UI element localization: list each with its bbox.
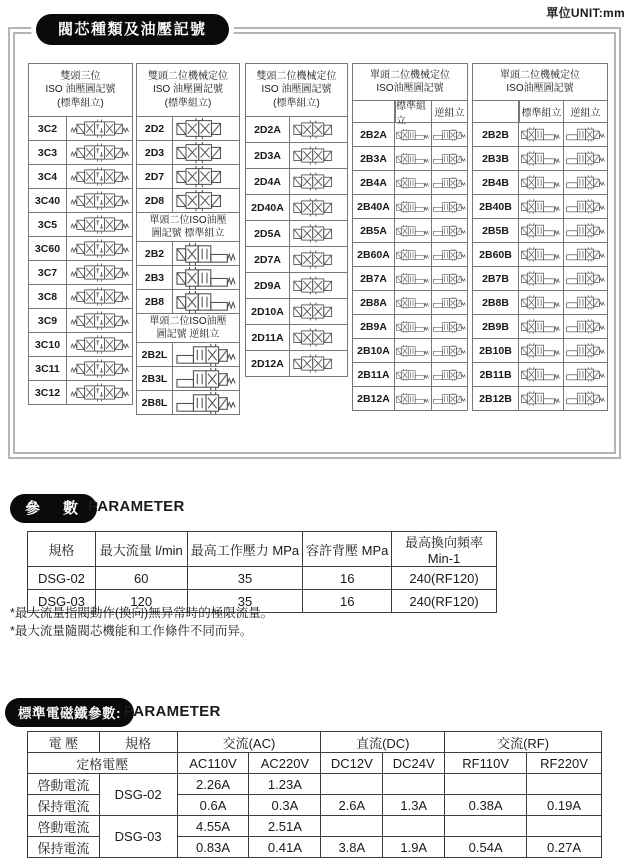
current-label: 保持電流 [28, 795, 100, 816]
valve-row [353, 266, 467, 290]
valve-row [29, 356, 132, 380]
valve-symbol-icon [563, 243, 608, 266]
voltage-cell: DC24V [383, 753, 445, 774]
valve-row [473, 218, 607, 242]
valve-row [29, 236, 132, 260]
params-badge: 參 數 [10, 494, 97, 523]
param-header-cell: 最高工作壓力 MPa [187, 532, 303, 567]
valve-row [137, 164, 239, 188]
valve-symbol-icon [67, 189, 132, 212]
valve-symbol-icon [67, 381, 132, 404]
valve-code: 2B5A [353, 219, 395, 242]
valve-code: 2B12A [353, 387, 395, 410]
valve-row [246, 142, 347, 168]
voltage-header: 電 壓 [28, 732, 100, 753]
valve-symbol-icon [395, 291, 431, 314]
valve-row [473, 314, 607, 338]
valve-symbol-icon [290, 143, 347, 168]
valve-code: 2D12A [246, 351, 290, 376]
current-cell: 1.3A [383, 795, 445, 816]
valve-code: 3C12 [29, 381, 67, 404]
param-header-cell: 容許背壓 MPa [303, 532, 392, 567]
valve-row [29, 260, 132, 284]
current-cell: 0.38A [445, 795, 527, 816]
valve-table-header: 單頭二位機械定位 ISO油壓圖記號 [500, 69, 580, 94]
valve-symbol-icon [563, 315, 608, 338]
valve-row [29, 116, 132, 140]
valve-code: 3C9 [29, 309, 67, 332]
valve-code: 2B2L [137, 343, 173, 366]
valve-row [137, 241, 239, 265]
valve-symbol-icon [395, 123, 431, 146]
current-cell: 0.19A [527, 795, 602, 816]
valve-symbol-icon [519, 219, 563, 242]
valve-section-box [8, 27, 621, 459]
voltage-cell: AC220V [249, 753, 321, 774]
valve-code: 2B8B [473, 291, 519, 314]
valve-subcolumn-header [353, 100, 467, 127]
valve-symbol-icon [431, 315, 468, 338]
valve-code: 2B2A [353, 123, 395, 146]
valve-code: 2B3 [137, 266, 173, 289]
double-head-2pos-table [136, 63, 240, 415]
valve-code: 2B8A [353, 291, 395, 314]
valve-code: 2D7 [137, 165, 173, 188]
valve-code: 3C4 [29, 165, 67, 188]
valve-code: 2D5A [246, 221, 290, 246]
valve-row [473, 386, 607, 410]
valve-symbol-icon [395, 147, 431, 170]
valve-row [473, 266, 607, 290]
valve-symbol-icon [67, 309, 132, 332]
valve-row [246, 350, 347, 376]
valve-symbol-icon [290, 221, 347, 246]
valve-symbol-icon [395, 195, 431, 218]
valve-code: 2B9A [353, 315, 395, 338]
valve-code: 2B10A [353, 339, 395, 362]
valve-code: 3C60 [29, 237, 67, 260]
valve-row [473, 338, 607, 362]
valve-symbol-icon [290, 351, 347, 376]
valve-row [353, 242, 467, 266]
valve-code: 3C2 [29, 117, 67, 140]
valve-symbol-icon [290, 325, 347, 350]
valve-symbol-icon [290, 169, 347, 194]
valve-symbol-icon [290, 247, 347, 272]
param-cell: DSG-02 [28, 567, 96, 590]
valve-code: 3C8 [29, 285, 67, 308]
valve-symbol-icon [395, 171, 431, 194]
valve-symbol-icon [563, 267, 608, 290]
valve-code: 2B10B [473, 339, 519, 362]
valve-subcolumn-header [473, 100, 607, 122]
valve-symbol-icon [67, 117, 132, 140]
valve-row [137, 366, 239, 390]
single-head-2pos-a-table [352, 63, 468, 411]
valve-symbol-icon [67, 141, 132, 164]
valve-symbol-icon [431, 219, 468, 242]
valve-symbol-icon [395, 219, 431, 242]
valve-row [29, 380, 132, 404]
valve-symbol-icon [563, 339, 608, 362]
rated-voltage-label: 定格電壓 [28, 753, 178, 774]
current-label: 保持電流 [28, 837, 100, 858]
valve-row [29, 212, 132, 236]
valve-code: 2B9B [473, 315, 519, 338]
valve-row [473, 362, 607, 386]
current-cell [445, 774, 527, 795]
valve-row [353, 338, 467, 362]
valve-symbol-icon [519, 147, 563, 170]
current-type-header: 交流(RF) [445, 732, 602, 753]
param-header-cell: 最大流量 l/min [95, 532, 187, 567]
valve-row [137, 342, 239, 366]
valve-code: 2B3L [137, 367, 173, 390]
valve-table-header: 單頭二位機械定位 ISO油壓圖記號 [370, 69, 450, 94]
valve-symbol-icon [519, 123, 563, 146]
valve-symbol-icon [173, 290, 239, 313]
valve-symbol-icon [67, 237, 132, 260]
valve-symbol-icon [173, 165, 239, 188]
valve-row [246, 220, 347, 246]
valve-table-subheader: 單頭二位ISO油壓 圖記號 逆組立 [137, 313, 239, 342]
solenoid-title: PARAMETER [124, 703, 221, 720]
valve-row [246, 168, 347, 194]
valve-symbol-icon [290, 117, 347, 142]
footnote-line: *最大流量指閥動作(換向)無异常時的極限流量。 [10, 606, 274, 620]
valve-row [246, 298, 347, 324]
valve-row [473, 194, 607, 218]
valve-row [473, 122, 607, 146]
spec-cell: DSG-02 [99, 774, 177, 816]
valve-code: 2B8 [137, 290, 173, 313]
current-cell: 0.3A [249, 795, 321, 816]
parameter-table [27, 531, 497, 613]
valve-symbol-icon [431, 267, 468, 290]
valve-row [137, 116, 239, 140]
valve-symbol-icon [67, 333, 132, 356]
current-cell: 0.27A [527, 837, 602, 858]
param-header-row [28, 532, 497, 567]
valve-code: 2D7A [246, 247, 290, 272]
current-cell: 3.8A [321, 837, 383, 858]
valve-code: 2D3 [137, 141, 173, 164]
valve-row [353, 170, 467, 194]
current-label: 啓動電流 [28, 816, 100, 837]
valve-symbol-icon [395, 363, 431, 386]
valve-symbol-icon [173, 367, 239, 390]
valve-symbol-icon [173, 189, 239, 212]
valve-symbol-icon [173, 242, 239, 265]
valve-row [137, 188, 239, 212]
valve-code: 2B40A [353, 195, 395, 218]
valve-row [246, 324, 347, 350]
valve-row [473, 290, 607, 314]
valve-symbol-icon [519, 171, 563, 194]
valve-symbol-icon [431, 291, 468, 314]
current-label: 啓動電流 [28, 774, 100, 795]
valve-code: 2D3A [246, 143, 290, 168]
valve-code: 2D9A [246, 273, 290, 298]
valve-row [473, 146, 607, 170]
current-cell [383, 816, 445, 837]
valve-symbol-icon [431, 147, 468, 170]
param-row [28, 567, 497, 590]
valve-code: 2B2 [137, 242, 173, 265]
valve-symbol-icon [395, 267, 431, 290]
param-cell: 16 [303, 590, 392, 613]
current-type-header: 直流(DC) [321, 732, 445, 753]
valve-row [137, 140, 239, 164]
param-cell: 120 [95, 590, 187, 613]
valve-code: 2B4B [473, 171, 519, 194]
valve-code: 2B60B [473, 243, 519, 266]
valve-symbol-icon [173, 117, 239, 140]
rated-voltage-row [28, 753, 602, 774]
param-cell: 60 [95, 567, 187, 590]
valve-row [137, 390, 239, 414]
current-cell [321, 774, 383, 795]
voltage-cell: DC12V [321, 753, 383, 774]
subcolumn-label: 逆組立 [563, 101, 607, 122]
current-cell: 2.6A [321, 795, 383, 816]
valve-code: 2B3A [353, 147, 395, 170]
valve-symbol-icon [173, 391, 239, 414]
valve-symbol-icon [519, 387, 563, 410]
subcolumn-label: 逆組立 [431, 101, 467, 122]
valve-symbol-icon [563, 291, 608, 314]
solenoid-badge: 標準電磁鐵參數: [5, 698, 134, 727]
valve-table-header: 雙頭二位機械定位 ISO 油壓圖記號 (標準組立) [256, 71, 337, 109]
valve-symbol-icon [519, 243, 563, 266]
valve-code: 2B40B [473, 195, 519, 218]
valve-code: 2B11A [353, 363, 395, 386]
valve-row [29, 188, 132, 212]
valve-symbol-icon [431, 243, 468, 266]
valve-symbol-icon [519, 267, 563, 290]
valve-symbol-icon [519, 339, 563, 362]
valve-symbol-icon [563, 387, 608, 410]
spec-cell: DSG-03 [99, 816, 177, 858]
valve-symbol-icon [395, 339, 431, 362]
valve-code: 3C3 [29, 141, 67, 164]
valve-code: 2D2A [246, 117, 290, 142]
valve-symbol-icon [563, 195, 608, 218]
valve-code: 2D4A [246, 169, 290, 194]
valve-row [29, 140, 132, 164]
valve-row [246, 116, 347, 142]
valve-code: 2B4A [353, 171, 395, 194]
valve-code: 2B5B [473, 219, 519, 242]
valve-code: 2B8L [137, 391, 173, 414]
valve-code: 3C5 [29, 213, 67, 236]
valve-symbol-icon [67, 285, 132, 308]
valve-row [353, 290, 467, 314]
param-header-cell: 規格 [28, 532, 96, 567]
valve-row [353, 218, 467, 242]
valve-row [29, 308, 132, 332]
param-cell: 240(RF120) [392, 567, 497, 590]
valve-symbol-icon [290, 195, 347, 220]
voltage-cell: RF110V [445, 753, 527, 774]
unit-label: 單位UNIT:mm [546, 6, 625, 20]
solenoid-row [28, 774, 602, 795]
current-cell [383, 774, 445, 795]
valve-code: 2D8 [137, 189, 173, 212]
valve-symbol-icon [519, 315, 563, 338]
valve-symbol-icon [431, 339, 468, 362]
valve-code: 3C10 [29, 333, 67, 356]
solenoid-table [27, 731, 602, 858]
valve-code: 3C7 [29, 261, 67, 284]
valve-code: 2B7B [473, 267, 519, 290]
current-cell: 0.83A [177, 837, 249, 858]
current-cell [527, 774, 602, 795]
param-cell: 35 [187, 567, 303, 590]
valve-symbol-icon [173, 141, 239, 164]
single-head-2pos-b-table [472, 63, 608, 411]
valve-symbol-icon [67, 357, 132, 380]
valve-row [353, 194, 467, 218]
valve-row [29, 284, 132, 308]
current-cell [321, 816, 383, 837]
valve-symbol-icon [290, 299, 347, 324]
valve-code: 2B2B [473, 123, 519, 146]
valve-code: 2D11A [246, 325, 290, 350]
double-head-3pos-table [28, 63, 133, 405]
valve-symbol-icon [519, 195, 563, 218]
valve-table-header: 雙頭三位 ISO 油壓圖記號 (標準組立) [45, 71, 116, 109]
valve-table-subheader: 單頭二位ISO油壓 圖記號 標準組立 [137, 212, 239, 241]
param-cell: 16 [303, 567, 392, 590]
current-cell [445, 816, 527, 837]
valve-code: 2D40A [246, 195, 290, 220]
valve-code: 2B7A [353, 267, 395, 290]
param-cell: 35 [187, 590, 303, 613]
param-cell: 240(RF120) [392, 590, 497, 613]
valve-symbol-icon [563, 219, 608, 242]
valve-code: 2B3B [473, 147, 519, 170]
valve-symbol-icon [563, 171, 608, 194]
valve-row [353, 122, 467, 146]
valve-code: 2B12B [473, 387, 519, 410]
valve-row [473, 242, 607, 266]
valve-row [137, 265, 239, 289]
valve-symbol-icon [395, 315, 431, 338]
subcolumn-label: 標準組立 [519, 101, 563, 122]
valve-row [246, 272, 347, 298]
valve-row [473, 170, 607, 194]
current-type-header: 交流(AC) [177, 732, 321, 753]
subcolumn-label: 標準組立 [395, 101, 431, 122]
params-title: PARAMETER [88, 498, 185, 515]
param-cell: DSG-03 [28, 590, 96, 613]
valve-symbol-icon [519, 363, 563, 386]
valve-symbol-icon [431, 123, 468, 146]
current-cell: 0.41A [249, 837, 321, 858]
valve-symbol-icon [67, 261, 132, 284]
current-cell: 4.55A [177, 816, 249, 837]
valve-table-header: 雙頭二位機械定位 ISO 油壓圖記號 (標準組立) [148, 71, 228, 109]
valve-symbol-icon [519, 291, 563, 314]
valve-symbol-icon [67, 213, 132, 236]
valve-symbol-icon [431, 195, 468, 218]
solenoid-row [28, 816, 602, 837]
current-cell [527, 816, 602, 837]
valve-symbol-icon [563, 123, 608, 146]
valve-symbol-icon [173, 266, 239, 289]
voltage-cell: AC110V [177, 753, 249, 774]
valve-code: 3C11 [29, 357, 67, 380]
footnotes [10, 604, 273, 640]
valve-code: 2B60A [353, 243, 395, 266]
valve-code: 2D10A [246, 299, 290, 324]
spec-header: 規格 [99, 732, 177, 753]
valve-row [353, 314, 467, 338]
valve-symbol-icon [563, 147, 608, 170]
valve-section-badge: 閥芯種類及油壓記號 [36, 14, 229, 45]
valve-code: 3C40 [29, 189, 67, 212]
voltage-cell: RF220V [527, 753, 602, 774]
valve-symbol-icon [395, 387, 431, 410]
valve-row [353, 362, 467, 386]
valve-row [137, 289, 239, 313]
current-cell: 0.6A [177, 795, 249, 816]
valve-symbol-icon [67, 165, 132, 188]
current-cell: 1.9A [383, 837, 445, 858]
valve-symbol-icon [431, 363, 468, 386]
valve-symbol-icon [290, 273, 347, 298]
param-header-cell: 最高換向頻率 Min-1 [392, 532, 497, 567]
footnote-line: *最大流量隨閥芯機能和工作條件不同而异。 [10, 624, 253, 639]
valve-code: 2D2 [137, 117, 173, 140]
valve-code: 2B11B [473, 363, 519, 386]
valve-symbol-icon [563, 363, 608, 386]
current-cell: 1.23A [249, 774, 321, 795]
valve-row [29, 164, 132, 188]
valve-tables [13, 32, 616, 454]
double-head-2pos-a-table [245, 63, 348, 377]
current-cell: 2.26A [177, 774, 249, 795]
valve-symbol-icon [431, 171, 468, 194]
current-cell: 2.51A [249, 816, 321, 837]
current-cell: 0.54A [445, 837, 527, 858]
valve-row [246, 246, 347, 272]
valve-row [29, 332, 132, 356]
valve-symbol-icon [395, 243, 431, 266]
valve-row [353, 386, 467, 410]
valve-symbol-icon [173, 343, 239, 366]
valve-symbol-icon [431, 387, 468, 410]
valve-row [353, 146, 467, 170]
solenoid-header-row [28, 732, 602, 753]
valve-row [246, 194, 347, 220]
